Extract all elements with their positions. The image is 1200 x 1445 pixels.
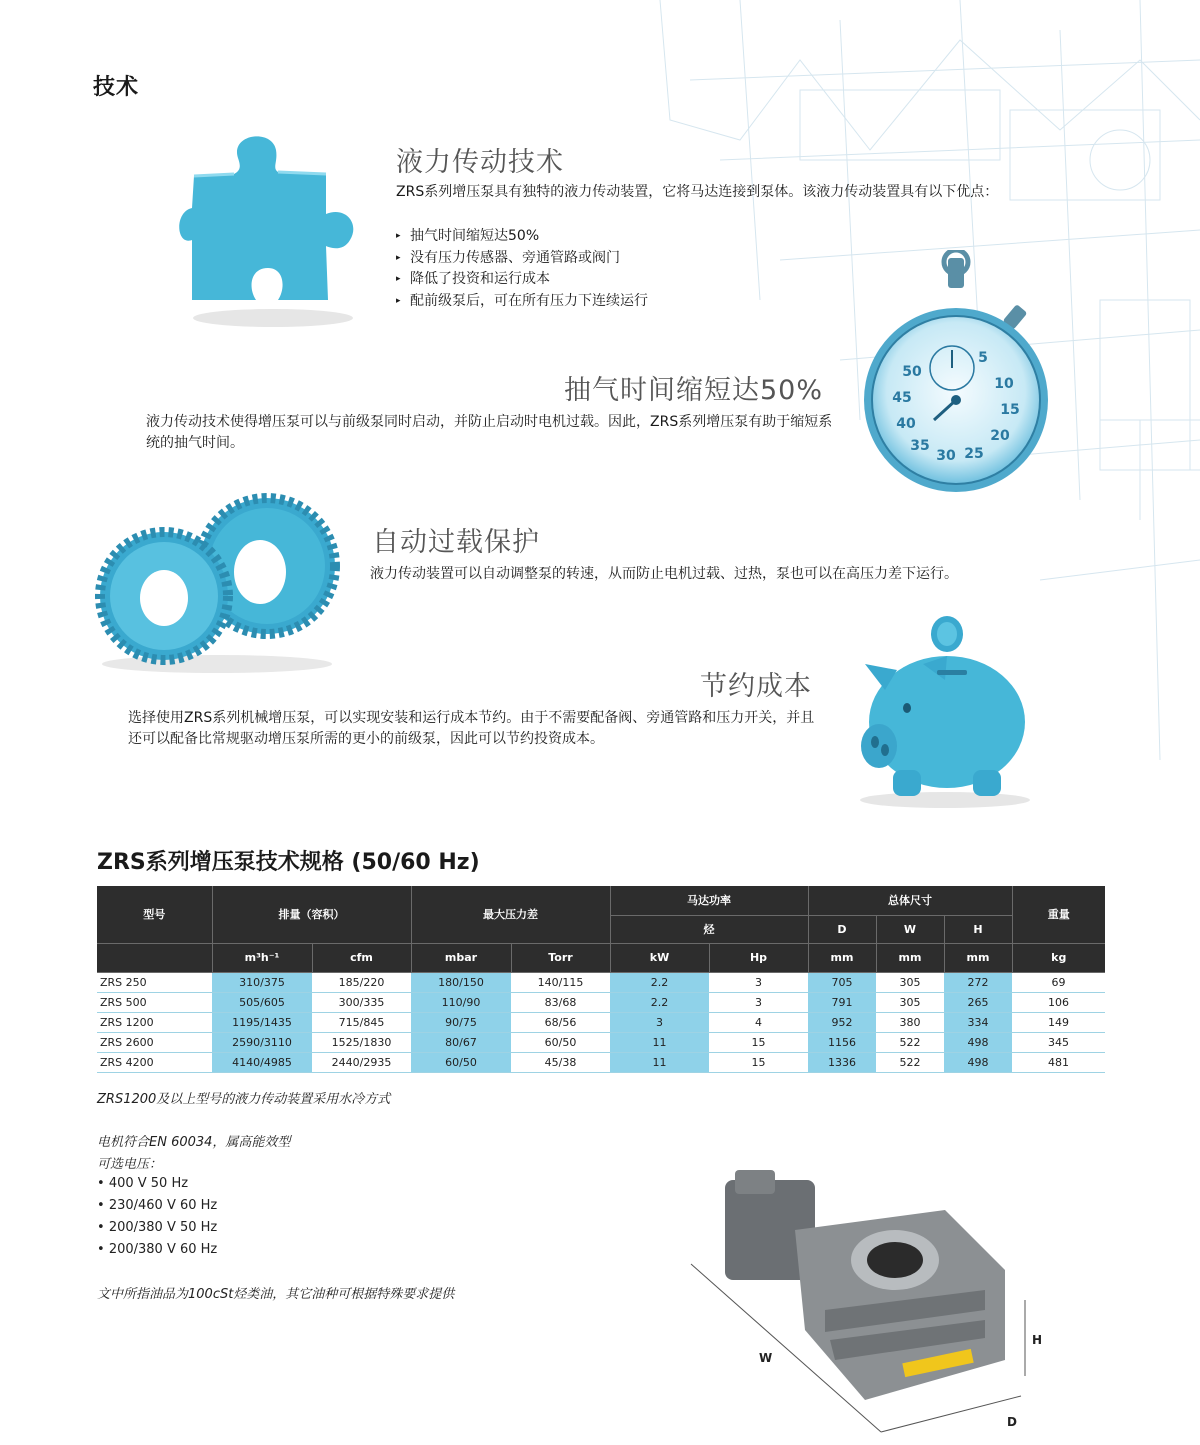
unit-cell: mm [944,943,1012,972]
table-cell: 791 [808,992,876,1012]
table-row [97,992,1105,1012]
table-cell: 60/50 [411,1052,511,1072]
table-cell: 334 [944,1012,1012,1032]
stopwatch-number: 20 [990,428,1010,444]
section-text-hydraulic: ZRS系列增压泵具有独特的液力传动装置，它将马达连接到泵体。该液力传动装置具有以下优点： [396,184,999,200]
table-cell: 11 [610,1052,709,1072]
unit-cell: Hp [709,943,808,972]
table-cell: 310/375 [212,972,312,992]
table-cell: ZRS 2600 [97,1032,212,1052]
table-cell: 140/115 [511,972,610,992]
stopwatch-number: 10 [994,376,1014,392]
note-oil: 文中所指油品为100cSt烃类油，其它油种可根据特殊要求提供 [97,1287,455,1302]
header-displacement: 排量（容积） [212,886,411,943]
unit-cell: cfm [312,943,411,972]
stopwatch-number: 40 [896,416,916,432]
section-title-hydraulic: 液力传动技术 [396,147,564,178]
unit-cell: mm [876,943,944,972]
table-cell: 345 [1012,1032,1105,1052]
table-row [97,1012,1105,1032]
table-cell: 3 [610,1012,709,1032]
table-cell: 305 [876,992,944,1012]
voltage-list [97,1173,217,1261]
table-cell: 498 [944,1052,1012,1072]
section-title-overload: 自动过载保护 [372,527,540,558]
section-text-cost: 选择使用ZRS系列机械增压泵，可以实现安装和运行成本节约。由于不需要配备阀、旁通管路和压力开关，并且还可以配备比常规驱动增压泵所需的更小的前级泵，因此可以节约投资成本。 [128,710,815,747]
header-dim-h: H [944,915,1012,943]
table-cell: 83/68 [511,992,610,1012]
list-item: ▸ 降低了投资和运行成本 [396,269,648,291]
section-title-pumpdown: 抽气时间缩短达50% [564,375,824,406]
header-weight: 重量 [1012,886,1105,943]
unit-cell: kW [610,943,709,972]
table-cell: 300/335 [312,992,411,1012]
table-cell: ZRS 1200 [97,1012,212,1032]
table-cell: 11 [610,1032,709,1052]
table-cell: 265 [944,992,1012,1012]
arrow-bullet-icon: ▸ [396,295,401,306]
piggy-bank-image [845,610,1035,810]
table-cell: 522 [876,1032,944,1052]
arrow-bullet-icon: ▸ [396,274,401,284]
table-cell: 498 [944,1032,1012,1052]
list-item: ▸ 没有压力传感器、旁通管路或阀门 [396,248,648,270]
table-cell: 2590/3110 [212,1032,312,1052]
table-cell: 305 [876,972,944,992]
table-row [97,1032,1105,1052]
table-cell: 68/56 [511,1012,610,1032]
dimension-w-label: W [759,1351,773,1365]
table-cell: ZRS 500 [97,992,212,1012]
table-cell: 2440/2935 [312,1052,411,1072]
arrow-bullet-icon: ▸ [396,231,401,241]
table-cell: 3 [709,992,808,1012]
table-cell: 380 [876,1012,944,1032]
stopwatch-number: 25 [964,446,984,462]
table-cell: 60/50 [511,1032,610,1052]
stopwatch-number: 50 [902,364,922,380]
table-cell: 1195/1435 [212,1012,312,1032]
table-cell: 15 [709,1032,808,1052]
table-cell: 2.2 [610,992,709,1012]
stopwatch-number: 45 [892,390,912,406]
table-cell: 69 [1012,972,1105,992]
table-row [97,1052,1105,1072]
table-cell: 1156 [808,1032,876,1052]
arrow-bullet-icon: ▸ [396,252,401,263]
list-item: • 200/380 V 60 Hz [97,1242,218,1257]
stopwatch-number: 35 [910,438,930,454]
list-item: • 230/460 V 60 Hz [97,1198,218,1213]
note-motor: 电机符合EN 60034，属高能效型 [97,1135,291,1150]
table-cell: 110/90 [411,992,511,1012]
table-cell: 1336 [808,1052,876,1072]
stopwatch-number: 15 [1000,402,1020,418]
table-row [97,972,1105,992]
table-cell: 15 [709,1052,808,1072]
table-cell: ZRS 250 [97,972,212,992]
table-cell: 952 [808,1012,876,1032]
section-title-cost: 节约成本 [700,671,812,702]
header-motor-sub: 烃 [610,915,808,943]
stopwatch-number: 5 [978,350,988,366]
unit-blank [97,943,212,972]
table-cell: 45/38 [511,1052,610,1072]
table-cell: ZRS 4200 [97,1052,212,1072]
section-text-overload: 液力传动装置可以自动调整泵的转速，从而防止电机过载、过热，泵也可以在高压力差下运行。 [370,566,958,582]
note-cooling: ZRS1200及以上型号的液力传动装置采用水冷方式 [97,1092,391,1107]
table-cell: 90/75 [411,1012,511,1032]
table-cell: 4 [709,1012,808,1032]
header-max-pressure-diff: 最大压力差 [411,886,610,943]
table-cell: 180/150 [411,972,511,992]
table-cell: 505/605 [212,992,312,1012]
header-motor-power: 马达功率 [610,886,808,915]
header-model: 型号 [97,886,212,943]
spec-table [97,886,1105,1073]
list-item: ▸ 抽气时间缩短达50% [396,226,648,248]
gears-image [92,484,342,674]
table-cell: 4140/4985 [212,1052,312,1072]
unit-cell: m³h⁻¹ [212,943,312,972]
unit-cell: Torr [511,943,610,972]
table-cell: 2.2 [610,972,709,992]
list-item: • 200/380 V 50 Hz [97,1220,218,1235]
booster-pump-image [685,1160,1065,1440]
table-cell: 272 [944,972,1012,992]
table-cell: 185/220 [312,972,411,992]
table-cell: 522 [876,1052,944,1072]
unit-cell: kg [1012,943,1105,972]
list-item: • 400 V 50 Hz [97,1176,189,1191]
header-dim-w: W [876,915,944,943]
table-cell: 715/845 [312,1012,411,1032]
table-cell: 149 [1012,1012,1105,1032]
header-dim-d: D [808,915,876,943]
table-cell: 80/67 [411,1032,511,1052]
table-cell: 705 [808,972,876,992]
header-dimensions: 总体尺寸 [808,886,1012,915]
unit-cell: mbar [411,943,511,972]
stopwatch-image [860,250,1050,498]
stopwatch-number: 30 [936,448,956,464]
table-cell: 106 [1012,992,1105,1012]
table-cell: 3 [709,972,808,992]
dimension-h-label: H [1032,1333,1043,1347]
section-text-pumpdown: 液力传动技术使得增压泵可以与前级泵同时启动，并防止启动时电机过载。因此，ZRS系列增压泵有助于缩短系统的抽气时间。 [146,414,833,451]
dimension-d-label: D [1007,1415,1017,1429]
unit-cell: mm [808,943,876,972]
table-cell: 1525/1830 [312,1032,411,1052]
note-voltage-label: 可选电压： [97,1157,163,1172]
list-item: ▸ 配前级泵后，可在所有压力下连续运行 [396,291,648,313]
page-title: 技术 [93,75,140,100]
hydraulic-benefits-list [396,226,648,312]
spec-table-title: ZRS系列增压泵技术规格 (50/60 Hz) [97,850,480,875]
table-cell: 481 [1012,1052,1105,1072]
puzzle-piece-image [178,128,368,328]
